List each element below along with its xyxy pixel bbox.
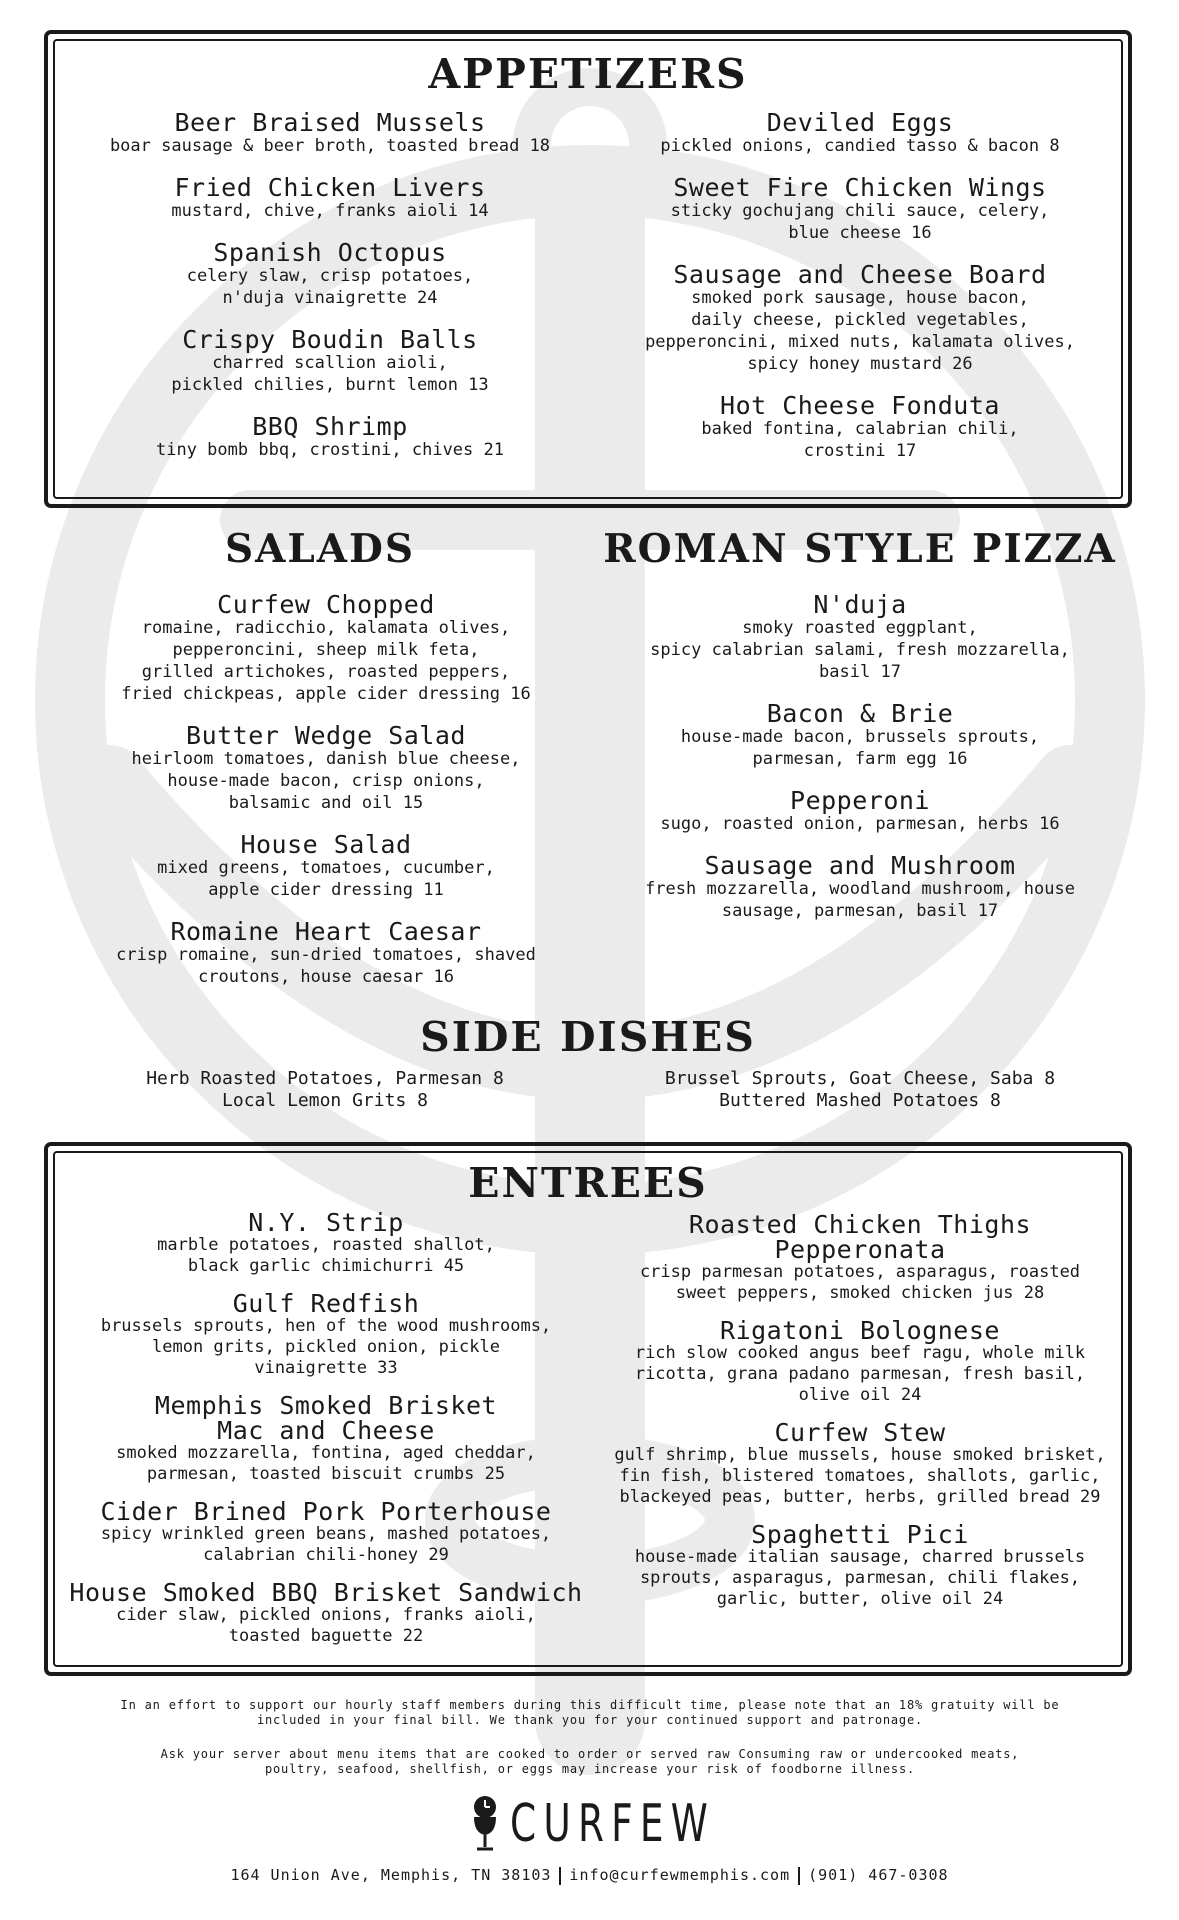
menu-item-name: Rigatoni Bolognese: [720, 1316, 1000, 1345]
menu-item-name: Bacon & Brie: [766, 699, 954, 728]
appetizers-right-column: [600, 110, 1120, 480]
menu-item-description: rich slow cooked angus beef ragu, whole milk ricotta, grana padano parmesan, fresh basil, olive oil 24: [634, 1343, 1086, 1405]
menu-item-name: Memphis Smoked Brisket Mac and Cheese: [154, 1391, 498, 1445]
menu-item-name: Crispy Boudin Balls: [182, 325, 478, 354]
menu-item: [56, 832, 596, 901]
appetizers-left-column: [64, 110, 596, 479]
menu-item: [56, 1210, 596, 1277]
menu-item-description: sugo, roasted onion, parmesan, herbs 16: [660, 814, 1060, 834]
brand-wordmark: CURFEW: [510, 1794, 715, 1854]
menu-item-description: spicy wrinkled green beans, mashed potatoes, calabrian chili-honey 29: [100, 1524, 552, 1565]
menu-item: [64, 110, 596, 157]
menu-item-description: crisp romaine, sun-dried tomatoes, shaved croutons, house caesar 16: [116, 945, 536, 987]
appetizers-heading: APPETIZERS: [428, 50, 748, 98]
menu-item-description: fresh mozzarella, woodland mushroom, house sausage, parmesan, basil 17: [645, 879, 1075, 921]
menu-item-name: House Salad: [240, 830, 412, 859]
pizza-column: [600, 592, 1120, 940]
menu-item: [600, 788, 1120, 835]
sides-left-list: [60, 1068, 590, 1112]
menu-item: [600, 262, 1120, 375]
menu-item: [56, 919, 596, 988]
menu-item-description: romaine, radicchio, kalamata olives, pepperoncini, sheep milk feta, grilled artichokes, roasted peppers, fried chickpeas, apple cider dressing 16: [121, 618, 531, 704]
menu-item-description: smoked pork sausage, house bacon, daily cheese, pickled vegetables, pepperoncini, mixed nuts, kalamata olives, spicy honey mustard 26: [645, 288, 1075, 374]
salads-column: [56, 592, 596, 1006]
separator: [798, 1867, 800, 1885]
menu-item-name: Deviled Eggs: [766, 108, 954, 137]
menu-item-name: Sausage and Cheese Board: [673, 260, 1047, 289]
menu-item: [600, 592, 1120, 683]
sides-right-list: [600, 1068, 1120, 1112]
menu-item-description: baked fontina, calabrian chili, crostini 17: [701, 419, 1019, 461]
menu-item-description: tiny bomb bbq, crostini, chives 21: [156, 440, 504, 460]
menu-item-description: smoky roasted eggplant, spicy calabrian salami, fresh mozzarella, basil 17: [650, 618, 1070, 682]
raw-food-warning: Ask your server about menu items that are cooked to order or served raw Consuming raw or undercooked meats, poultry, seafood, shellfish, or eggs may increase your risk of foodborne illness.: [160, 1747, 1020, 1776]
menu-item: [64, 175, 596, 222]
menu-item-name: Cider Brined Pork Porterhouse: [100, 1497, 552, 1526]
menu-item: [600, 1212, 1120, 1304]
menu-item-name: House Smoked BBQ Brisket Sandwich: [69, 1578, 583, 1607]
menu-item-description: gulf shrimp, blue mussels, house smoked brisket, fin fish, blistered tomatoes, shallots, garlic, blackeyed peas, butter, herbs, grilled bread 29: [614, 1445, 1106, 1507]
menu-item-name: Butter Wedge Salad: [186, 721, 466, 750]
menu-item: [64, 327, 596, 396]
pizza-heading: ROMAN STYLE PIZZA: [603, 526, 1117, 572]
menu-item-name: Romaine Heart Caesar: [170, 917, 482, 946]
entrees-heading: ENTREES: [468, 1159, 708, 1207]
menu-item-description: mixed greens, tomatoes, cucumber, apple cider dressing 11: [157, 858, 495, 900]
menu-item-description: cider slaw, pickled onions, franks aioli, toasted baguette 22: [116, 1605, 536, 1646]
entrees-left-column: [56, 1210, 596, 1661]
menu-item: [600, 110, 1120, 157]
menu-item: [56, 1580, 596, 1647]
menu-item-name: N.Y. Strip: [248, 1208, 404, 1237]
menu-item-name: BBQ Shrimp: [252, 412, 408, 441]
menu-item: [56, 723, 596, 814]
menu-item-description: heirloom tomatoes, danish blue cheese, house-made bacon, crisp onions, balsamic and oil 15: [131, 749, 521, 813]
menu-item: [600, 175, 1120, 244]
side-dish-item: Buttered Mashed Potatoes 8: [719, 1090, 1001, 1111]
menu-item-name: Hot Cheese Fonduta: [720, 391, 1000, 420]
menu-item: [600, 1522, 1120, 1610]
menu-item-name: Curfew Chopped: [217, 590, 435, 619]
menu-item-name: Beer Braised Mussels: [174, 108, 486, 137]
menu-item-description: pickled onions, candied tasso & bacon 8: [660, 136, 1060, 156]
menu-item-name: Roasted Chicken Thighs Pepperonata: [688, 1210, 1032, 1264]
menu-item: [64, 240, 596, 309]
menu-item-name: Fried Chicken Livers: [174, 173, 486, 202]
menu-item-description: smoked mozzarella, fontina, aged cheddar, parmesan, toasted biscuit crumbs 25: [116, 1443, 536, 1484]
menu-item-description: marble potatoes, roasted shallot, black garlic chimichurri 45: [157, 1235, 495, 1276]
menu-item-description: house-made bacon, brussels sprouts, parmesan, farm egg 16: [680, 727, 1040, 769]
side-dish-item: Herb Roasted Potatoes, Parmesan 8: [146, 1068, 504, 1089]
menu-item-name: Spanish Octopus: [213, 238, 447, 267]
side-dish-item: Brussel Sprouts, Goat Cheese, Saba 8: [664, 1068, 1056, 1089]
menu-item-description: house-made italian sausage, charred brussels sprouts, asparagus, parmesan, chili flakes, garlic, butter, olive oil 24: [634, 1547, 1086, 1609]
menu-item-name: N'duja: [813, 590, 907, 619]
salads-heading: SALADS: [224, 526, 416, 572]
menu-item: [600, 701, 1120, 770]
menu-item: [600, 393, 1120, 462]
menu-item-description: sticky gochujang chili sauce, celery, blue cheese 16: [670, 201, 1050, 243]
menu-item-description: boar sausage & beer broth, toasted bread 18: [109, 136, 551, 156]
menu-item: [600, 1420, 1120, 1508]
menu-item-description: celery slaw, crisp potatoes, n'duja vinaigrette 24: [186, 266, 474, 308]
menu-item: [600, 853, 1120, 922]
menu-item-name: Spaghetti Pici: [751, 1520, 969, 1549]
menu-item: [56, 1291, 596, 1379]
menu-item-description: charred scallion aioli, pickled chilies, burnt lemon 13: [171, 353, 489, 395]
phone-number[interactable]: (901) 467-0308: [808, 1866, 949, 1884]
menu-item: [56, 592, 596, 705]
menu-item-description: mustard, chive, franks aioli 14: [171, 201, 489, 221]
menu-item-name: Sweet Fire Chicken Wings: [673, 173, 1047, 202]
menu-item: [64, 414, 596, 461]
menu-item-name: Gulf Redfish: [232, 1289, 420, 1318]
menu-item-name: Sausage and Mushroom: [704, 851, 1016, 880]
footer-contact: [0, 1866, 1179, 1885]
menu-item: [56, 1393, 596, 1485]
menu-item-description: crisp parmesan potatoes, asparagus, roasted sweet peppers, smoked chicken jus 28: [639, 1262, 1081, 1303]
menu-item-name: Curfew Stew: [774, 1418, 946, 1447]
menu-item-description: brussels sprouts, hen of the wood mushrooms, lemon grits, pickled onion, pickle vinaigrette 33: [100, 1316, 552, 1378]
menu-item-name: Pepperoni: [790, 786, 930, 815]
entrees-right-column: [600, 1212, 1120, 1624]
side-dishes-heading: SIDE DISHES: [420, 1013, 756, 1061]
gratuity-note: In an effort to support our hourly staff members during this difficult time, please note that an 18% gratuity will be included in your final bill. We thank you for your continued support and patronage.: [120, 1698, 1060, 1727]
side-dish-item: Local Lemon Grits 8: [222, 1090, 428, 1111]
menu-item: [600, 1318, 1120, 1406]
menu-item: [56, 1499, 596, 1566]
email-link[interactable]: info@curfewmemphis.com: [569, 1866, 791, 1884]
separator: [559, 1867, 561, 1885]
address: 164 Union Ave, Memphis, TN 38103: [230, 1866, 552, 1884]
